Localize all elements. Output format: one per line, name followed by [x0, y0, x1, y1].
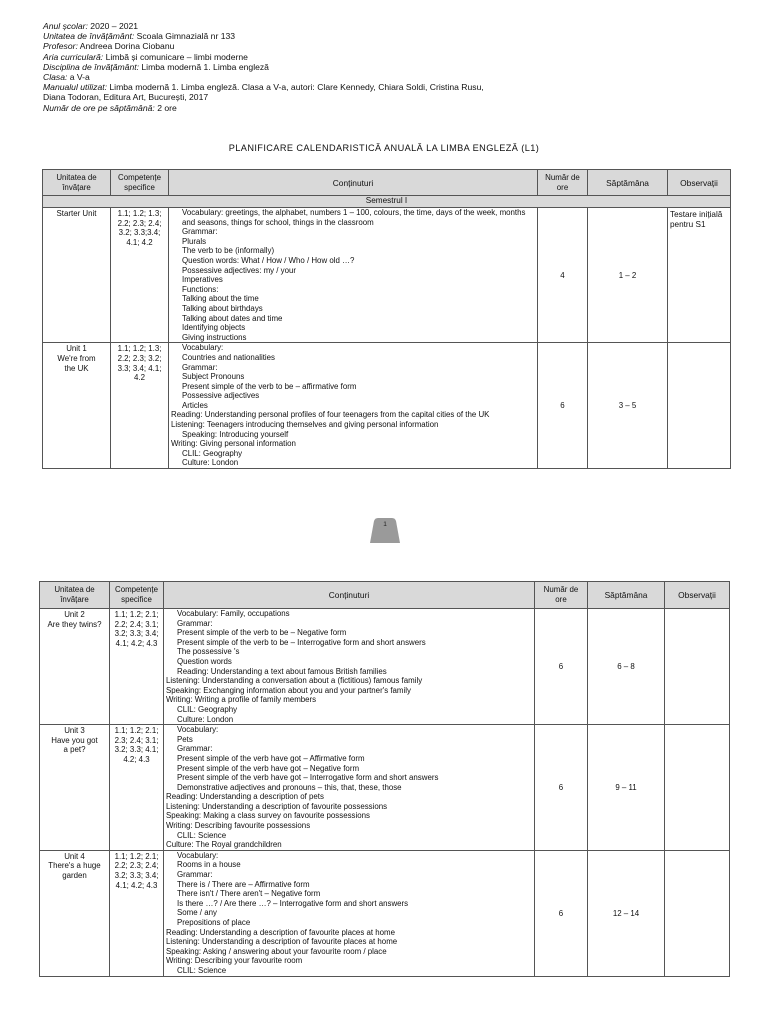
unit-weeks: 9 – 11: [588, 725, 665, 851]
col-unit-header: Unitatea de învățare: [40, 582, 110, 609]
content-line: Vocabulary: Family, occupations: [177, 609, 290, 618]
unit-weeks: 6 – 8: [588, 609, 665, 725]
content-line: Pets: [177, 734, 193, 744]
unit-hours: 6: [538, 343, 588, 469]
content-line: Listening: Understanding a description of favourite possessions: [166, 801, 388, 811]
unit-name-line: We're from: [57, 353, 96, 363]
content-line: CLIL: Science: [177, 830, 227, 840]
content-line: Rooms in a house: [177, 860, 241, 870]
content-line: Imperatives: [182, 275, 223, 285]
content-line: Vocabulary:: [182, 343, 224, 353]
manual-line-2: Diana Todoran, Editura Art, București, 2017: [43, 92, 209, 103]
competence-line: 4.2; 4.3: [123, 754, 150, 764]
col-notes-header: Observații: [668, 170, 731, 196]
unit-hours: 6: [535, 609, 588, 725]
col-competences-header: Competențe specifice: [110, 582, 164, 609]
content-line: Culture: London: [177, 714, 234, 724]
competence-line: 4.1; 4.2; 4.3: [115, 638, 158, 648]
unit-weeks: 3 – 5: [588, 343, 668, 469]
content-line: Present simple of the verb to be – Interrogative form and short answers: [177, 637, 426, 647]
content-line: Plurals: [182, 236, 207, 246]
content-line: Articles: [182, 400, 208, 410]
content-line: Prepositions of place: [177, 918, 251, 927]
unit-content: [169, 343, 538, 469]
unit-notes: [665, 609, 730, 725]
competence-line: 3.2; 3.3; 4.1;: [114, 745, 159, 755]
table-header-row: [43, 170, 731, 196]
unit-hours: 6: [535, 725, 588, 851]
competence-line: 1.1; 1.2; 2.1;: [114, 851, 159, 861]
content-line: Present simple of the verb to be – Negative form: [177, 628, 347, 638]
unit-name-line: the UK: [64, 363, 89, 373]
content-line: Present simple of the verb have got – Negative form: [177, 763, 360, 773]
page-number: 1: [383, 521, 387, 528]
unit-notes: [668, 343, 731, 469]
unit-name-line: Have you got: [51, 735, 98, 745]
unit-competences: [110, 609, 164, 725]
content-line: Writing: Describing your favourite room: [166, 956, 303, 966]
unit-row: [40, 725, 730, 851]
content-line: Question words: [177, 656, 232, 666]
content-line: Is there …? / Are there …? – Interrogative form and short answers: [177, 898, 409, 908]
unit-name-line: Unit 3: [64, 726, 85, 736]
discipline-line: Disciplina de învățământ: Limba modernă 1. Limba engleză: [43, 61, 269, 72]
unit-content: [164, 609, 535, 725]
competence-line: 1.1; 1.2; 1.3;: [117, 209, 162, 218]
page-title: PLANIFICARE CALENDARISTICĂ ANUALĂ LA LIMBA ENGLEZĂ (L1): [228, 143, 540, 153]
content-line: Grammar:: [177, 618, 213, 628]
content-line: Listening: Understanding a conversation about a (fictitious) famous family: [166, 676, 423, 686]
competence-line: 1.1; 1.2; 2.1;: [114, 610, 159, 619]
content-line: Reading: Understanding a description of favourite places at home: [166, 927, 395, 937]
content-line: CLIL: Science: [177, 965, 227, 975]
content-line: Functions:: [182, 284, 219, 294]
unit-name: [43, 208, 111, 343]
competence-line: 2.2; 2.3; 2.4;: [117, 218, 162, 228]
content-line: Writing: Writing a profile of family members: [166, 695, 317, 705]
col-unit-header: Unitatea de învățare: [43, 170, 111, 196]
unit-competences: [110, 850, 164, 976]
unit-name: [40, 725, 110, 851]
competence-line: 4.1; 4.2: [126, 237, 153, 247]
semester-label: Semestrul I: [43, 196, 731, 208]
content-line: CLIL: Geography: [182, 448, 243, 458]
competence-line: 4.2: [134, 373, 145, 383]
weekly-hours-line: Număr de ore pe săptămână: 2 ore: [43, 102, 177, 113]
content-line: Subject Pronouns: [182, 372, 245, 382]
school-line: Unitatea de învățământ: Scoala Gimnazială nr 133: [43, 31, 236, 42]
document-header: [43, 21, 743, 113]
planning-table-page-1: [42, 169, 731, 469]
unit-notes: Testare inițială pentru S1: [668, 208, 731, 343]
content-line: The verb to be (informally): [182, 246, 275, 256]
content-line: Speaking: Asking / answering about your favourite room / place: [166, 946, 387, 956]
unit-notes: [665, 850, 730, 976]
unit-name: [40, 850, 110, 976]
col-hours-header: Număr de ore: [535, 582, 588, 609]
content-line: Some / any: [177, 908, 217, 918]
class-line: Clasa: a V-a: [43, 72, 90, 83]
unit-name-line: a pet?: [63, 745, 86, 755]
content-line: Vocabulary:: [177, 850, 219, 860]
col-notes-header: Observații: [665, 582, 730, 609]
content-line: Vocabulary: greetings, the alphabet, numbers 1 – 100, colours, the time, days of the week, months: [182, 208, 526, 217]
content-line: Writing: Describing favourite possessions: [166, 821, 311, 831]
unit-content: [164, 725, 535, 851]
content-line: There isn't / There aren't – Negative form: [177, 889, 321, 899]
unit-competences: [111, 208, 169, 343]
content-line: Speaking: Making a class survey on favourite possessions: [166, 811, 370, 821]
content-line: Culture: The Royal grandchildren: [166, 840, 282, 850]
semester-row: [43, 196, 731, 208]
unit-name: [40, 609, 110, 725]
content-line: Writing: Giving personal information: [171, 439, 296, 449]
unit-name-line: Unit 1: [66, 344, 87, 354]
content-line: Speaking: Exchanging information about you and your partner's family: [166, 685, 411, 695]
unit-content: [164, 850, 535, 976]
content-line: Possessive adjectives: [182, 391, 260, 401]
content-line: The possessive 's: [177, 647, 240, 657]
content-line: Talking about birthdays: [182, 303, 263, 313]
unit-weeks: 12 – 14: [588, 850, 665, 976]
competence-line: 3.2; 3.3; 3.4;: [114, 871, 159, 881]
unit-content: [169, 208, 538, 343]
competence-line: 3.2; 3.3; 3.4;: [114, 629, 159, 639]
unit-hours: 6: [535, 850, 588, 976]
content-line: Talking about dates and time: [182, 313, 283, 323]
competence-line: 3.2; 3.3;3.4;: [118, 228, 161, 238]
content-line: Demonstrative adjectives and pronouns – this, that, these, those: [177, 782, 402, 792]
competence-line: 3.3; 3.4; 4.1;: [117, 363, 162, 373]
page1-unit-rows: [43, 208, 731, 469]
unit-name-line: There's a huge: [48, 861, 101, 871]
content-line: Listening: Understanding a description of favourite places at home: [166, 937, 398, 947]
content-line: Speaking: Introducing yourself: [182, 429, 289, 439]
content-line: and seasons, things for school, things in the classroom: [182, 217, 374, 227]
unit-row: [40, 609, 730, 725]
planning-table-page-2: [39, 581, 730, 977]
competence-line: 2.2; 2.3; 2.4;: [114, 861, 159, 871]
unit-row: [43, 343, 731, 469]
curricular-area-line: Aria curriculară: Limbă și comunicare – limbi moderne: [43, 51, 248, 62]
col-content-header: Conținuturi: [164, 582, 535, 609]
competence-line: 1.1; 1.2; 2.1;: [114, 726, 159, 736]
competence-line: 2.2; 2.3; 3.2;: [117, 353, 162, 363]
col-content-header: Conținuturi: [169, 170, 538, 196]
content-line: Grammar:: [182, 227, 218, 237]
content-line: Listening: Teenagers introducing themselves and giving personal information: [171, 420, 439, 430]
content-line: Present simple of the verb have got – Affirmative form: [177, 753, 365, 763]
content-line: Reading: Understanding personal profiles of four teenagers from the capital cities of the UK: [171, 410, 490, 420]
unit-row: [43, 208, 731, 343]
unit-weeks: 1 – 2: [588, 208, 668, 343]
unit-name: [43, 343, 111, 469]
competence-line: 2.2; 2.4; 3.1;: [114, 619, 159, 629]
unit-competences: [110, 725, 164, 851]
page2-unit-rows: [40, 609, 730, 977]
teacher-line: Profesor: Andreea Dorina Ciobanu: [43, 41, 175, 52]
unit-competences: [111, 343, 169, 469]
school-year-line: Anul școlar: 2020 – 2021: [43, 21, 139, 31]
content-line: Grammar:: [177, 744, 213, 754]
col-weeks-header: Săptămâna: [588, 170, 668, 196]
unit-notes: [665, 725, 730, 851]
content-line: Possessive adjectives: my / your: [182, 265, 297, 275]
content-line: Grammar:: [182, 362, 218, 372]
unit-name-line: garden: [62, 871, 87, 881]
content-line: Culture: London: [182, 458, 239, 468]
unit-row: [40, 850, 730, 976]
unit-name-line: Are they twins?: [47, 619, 102, 629]
content-line: Talking about the time: [182, 294, 259, 304]
content-line: Giving instructions: [182, 332, 247, 342]
content-line: CLIL: Geography: [177, 704, 238, 714]
col-competences-header: Competențe specifice: [111, 170, 169, 196]
competence-line: 1.1; 1.2; 1.3;: [117, 344, 162, 354]
competence-line: 4.1; 4.2; 4.3: [115, 880, 158, 890]
content-line: Present simple of the verb to be – affirmative form: [182, 381, 357, 391]
content-line: Grammar:: [177, 870, 213, 880]
manual-line: Manualul utilizat: Limba modernă 1. Limba engleză. Clasa a V-a, autori: Clare Kennedy, Chiara Soldi, Cristina Rusu,: [43, 82, 484, 93]
col-hours-header: Număr de ore: [538, 170, 588, 196]
content-line: Reading: Understanding a text about famous British families: [177, 666, 387, 676]
content-line: Identifying objects: [182, 323, 246, 333]
col-weeks-header: Săptămâna: [588, 582, 665, 609]
content-line: There is / There are – Affirmative form: [177, 879, 310, 889]
content-line: Question words: What / How / Who / How old …?: [182, 255, 355, 265]
unit-name-line: Starter Unit: [56, 209, 97, 218]
competence-line: 2.3; 2.4; 3.1;: [114, 735, 159, 745]
table-header-row: [40, 582, 730, 609]
content-line: Reading: Understanding a description of pets: [166, 792, 324, 802]
content-line: Countries and nationalities: [182, 352, 275, 362]
unit-name-line: Unit 4: [64, 851, 85, 861]
content-line: Vocabulary:: [177, 725, 219, 735]
unit-hours: 4: [538, 208, 588, 343]
unit-name-line: Unit 2: [64, 610, 85, 619]
content-line: Present simple of the verb have got – Interrogative form and short answers: [177, 773, 439, 783]
